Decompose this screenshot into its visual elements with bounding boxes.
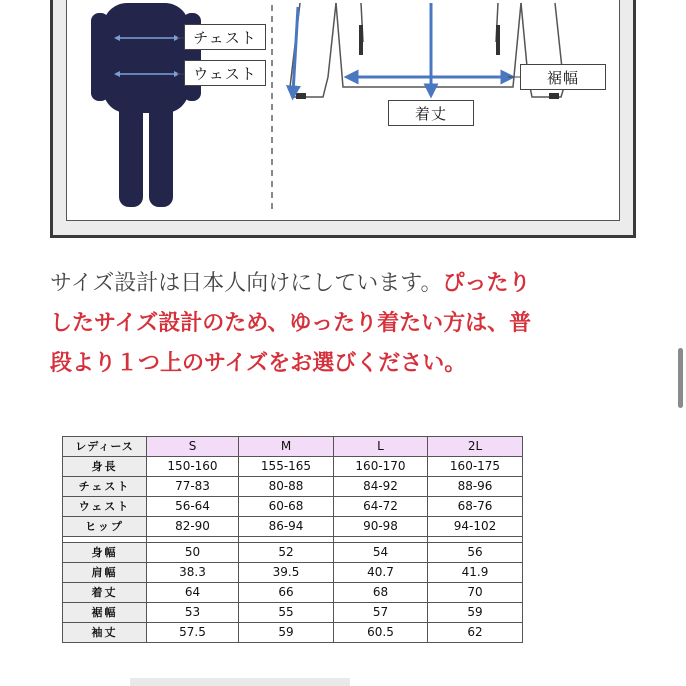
size-notice (50, 264, 650, 384)
waist-label: ウェスト (184, 60, 266, 86)
notice-emphasis-3: 段より１つ上のサイズをお選びください。 (50, 351, 467, 376)
table-cell: 59 (428, 603, 523, 623)
diagram-illustration (53, 0, 639, 241)
table-cell: 66 (239, 583, 334, 603)
table-row (63, 457, 523, 477)
table-row (63, 563, 523, 583)
row-label: 着丈 (63, 583, 147, 603)
header-cell: 2L (428, 437, 523, 457)
table-cell: 39.5 (239, 563, 334, 583)
table-cell: 90-98 (334, 517, 428, 537)
size-diagram (50, 0, 636, 238)
table-cell: 77-83 (147, 477, 239, 497)
chest-label: チェスト (184, 24, 266, 50)
table-cell: 59 (239, 623, 334, 643)
table-cell: 80-88 (239, 477, 334, 497)
header-cell: M (239, 437, 334, 457)
notice-emphasis-2: したサイズ設計のため、ゆったり着たい方は、普 (50, 311, 532, 336)
table-cell: 57.5 (147, 623, 239, 643)
table-cell: 68-76 (428, 497, 523, 517)
notice-emphasis-1: ぴったり (442, 271, 531, 296)
cut-off-content (130, 678, 350, 686)
table-cell: 60-68 (239, 497, 334, 517)
scrollbar-thumb[interactable] (678, 348, 683, 408)
table-cell: 70 (428, 583, 523, 603)
table-cell: 86-94 (239, 517, 334, 537)
row-label: ヒップ (63, 517, 147, 537)
header-cell: L (334, 437, 428, 457)
table-row (63, 517, 523, 537)
length-label: 着丈 (388, 100, 474, 126)
size-chart-table (62, 436, 523, 643)
row-label: 袖丈 (63, 623, 147, 643)
table-row (63, 623, 523, 643)
table-cell: 68 (334, 583, 428, 603)
row-label: ウェスト (63, 497, 147, 517)
table-cell: 150-160 (147, 457, 239, 477)
row-label: 身長 (63, 457, 147, 477)
notice-line-1 (50, 264, 650, 304)
table-cell: 160-175 (428, 457, 523, 477)
table-cell: 155-165 (239, 457, 334, 477)
header-cell: S (147, 437, 239, 457)
table-cell: 62 (428, 623, 523, 643)
table-cell: 84-92 (334, 477, 428, 497)
table-cell: 54 (334, 543, 428, 563)
row-label: チェスト (63, 477, 147, 497)
header-cell: レディース (63, 437, 147, 457)
table-cell: 41.9 (428, 563, 523, 583)
table-cell: 40.7 (334, 563, 428, 583)
table-cell: 57 (334, 603, 428, 623)
table-cell: 64-72 (334, 497, 428, 517)
table-cell: 52 (239, 543, 334, 563)
table-cell: 82-90 (147, 517, 239, 537)
table-row (63, 497, 523, 517)
row-label: 肩幅 (63, 563, 147, 583)
table-cell: 64 (147, 583, 239, 603)
table-row (63, 543, 523, 563)
table-header-row (63, 437, 523, 457)
table-cell: 94-102 (428, 517, 523, 537)
table-row (63, 603, 523, 623)
hem-width-label: 裾幅 (520, 64, 606, 90)
table-cell: 160-170 (334, 457, 428, 477)
notice-normal-text: サイズ設計は日本人向けにしています。 (50, 271, 443, 296)
table-row (63, 477, 523, 497)
table-cell: 50 (147, 543, 239, 563)
table-cell: 53 (147, 603, 239, 623)
table-cell: 56-64 (147, 497, 239, 517)
table-cell: 60.5 (334, 623, 428, 643)
table-cell: 88-96 (428, 477, 523, 497)
row-label: 身幅 (63, 543, 147, 563)
table-cell: 38.3 (147, 563, 239, 583)
table-row (63, 583, 523, 603)
table-cell: 55 (239, 603, 334, 623)
row-label: 裾幅 (63, 603, 147, 623)
table-cell: 56 (428, 543, 523, 563)
